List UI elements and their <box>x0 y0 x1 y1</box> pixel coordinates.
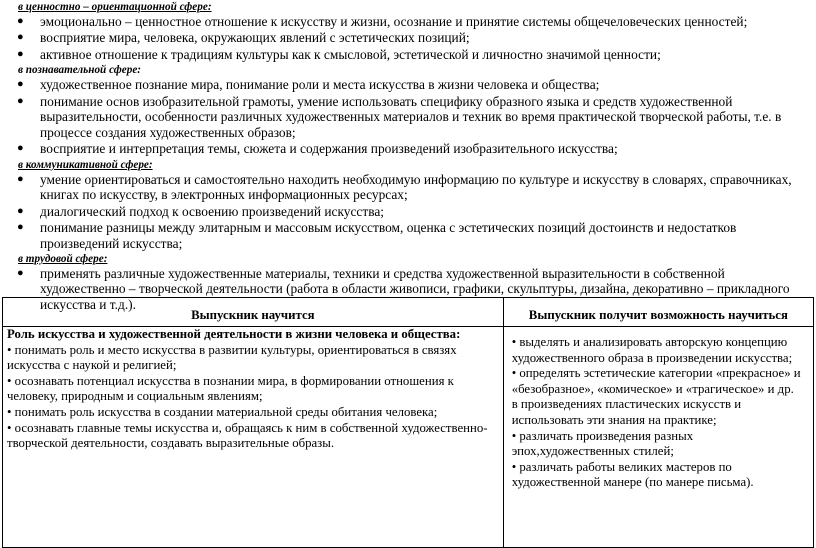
cell-item: • понимать роль и место искусства в развитии культуры, ориентироваться в связях искусства с наукой и религией; <box>7 342 457 373</box>
bullet-icon: ● <box>17 15 24 27</box>
list-item: ● восприятие и интерпретация темы, сюжета и содержания произведений изобразительного искусства; <box>17 141 618 157</box>
list-item: ● умение ориентироваться и самостоятельно находить необходимую информацию по культуре и искусству в словарях, справочниках, книгах по искусству, в электронных информационных ресурсах; <box>17 171 792 203</box>
bullet-icon: ● <box>17 47 24 60</box>
table-header-row <box>3 298 814 327</box>
bullet-icon: ● <box>17 142 24 155</box>
section-list-cognitive <box>0 77 816 157</box>
bullet-icon: ● <box>17 31 24 44</box>
list-item: ● эмоционально – ценностное отношение к искусству и жизни, осознание и принятие системы общечеловеческих ценностей; <box>17 14 748 29</box>
cell-item: • осознавать главные темы искусства и, обращаясь к ним в собственной художественно-творческой деятельности, создавать выразительные образы. <box>7 420 488 451</box>
cell-item: • понимать роль искусства в создании материальной среды обитания человека; <box>7 404 438 419</box>
list-item: ● художественное познание мира, понимание роли и места искусства в жизни человека и общества; <box>17 77 600 93</box>
list-item: ● понимание разницы между элитарным и массовым искусством, оценка с эстетических позиций достоинств и недостатков произведений искусства; <box>17 219 737 251</box>
bullet-icon: ● <box>17 266 24 279</box>
section-title-communicative: в коммуникативной сфере: <box>18 158 153 171</box>
section-title-labor: в трудовой сфере: <box>18 252 108 265</box>
cell-will-have-opportunity <box>503 327 813 548</box>
list-item: ● активное отношение к традициям культуры как к смысловой, эстетической и личностно значимой ценности; <box>17 46 661 62</box>
list-item: ● понимание основ изобразительной грамоты, умение использовать специфику образного языка и средств художественной выразительности, особенности различных художественных материалов и техник во время практической творческой работы, т.е. в процессе создания художественных образов; <box>17 93 782 140</box>
header-will-learn: Выпускник научится <box>3 298 504 327</box>
list-item: ● применять различные художественные материалы, техники и средства художественной выразительности в собственной художественно – творческой деятельности (работа в области живописи, графики, скульптуры, дизайна, декоративно – прикладного искусства и т.д.). <box>17 265 790 313</box>
cell-item: • различать произведения разных эпох,художественных стилей; <box>511 428 694 459</box>
graduate-outcomes-table <box>2 297 814 548</box>
cell-item: • различать работы великих мастеров по художественной манере (по манере письма). <box>511 459 754 490</box>
bullet-icon: ● <box>17 220 24 233</box>
section-list-values <box>0 14 816 62</box>
header-will-have-opportunity: Выпускник получит возможность научиться <box>503 298 813 327</box>
cell-subtitle: Роль искусства и художественной деятельности в жизни человека и общества: <box>7 327 461 341</box>
table-row <box>3 327 814 548</box>
cell-will-learn <box>3 327 504 548</box>
list-item: ● восприятие мира, человека, окружающих явлений с эстетических позиций; <box>17 30 470 46</box>
bullet-icon: ● <box>17 172 24 185</box>
list-item: ● диалогический подход к освоению произведений искусства; <box>17 203 384 219</box>
bullet-icon: ● <box>17 204 24 217</box>
cell-item: • выделять и анализировать авторскую концепцию художественного образа в произведении искусства; <box>511 335 793 365</box>
bullet-icon: ● <box>17 78 24 91</box>
bullet-icon: ● <box>17 94 24 107</box>
cell-item: • осознавать потенциал искусства в познании мира, в формировании отношения к человеку, природным и социальным явлениям; <box>7 373 454 404</box>
cell-item: • определять эстетические категории «прекрасное» и «безобразное», «комическое» и «трагическое» и др. в произведениях пластических искусств и использовать эти знания на практике; <box>511 366 801 427</box>
section-title-values: в ценностно – ориентационной сфере: <box>18 1 212 13</box>
section-list-communicative <box>0 172 816 252</box>
section-title-cognitive: в познавательной сфере: <box>18 64 142 77</box>
